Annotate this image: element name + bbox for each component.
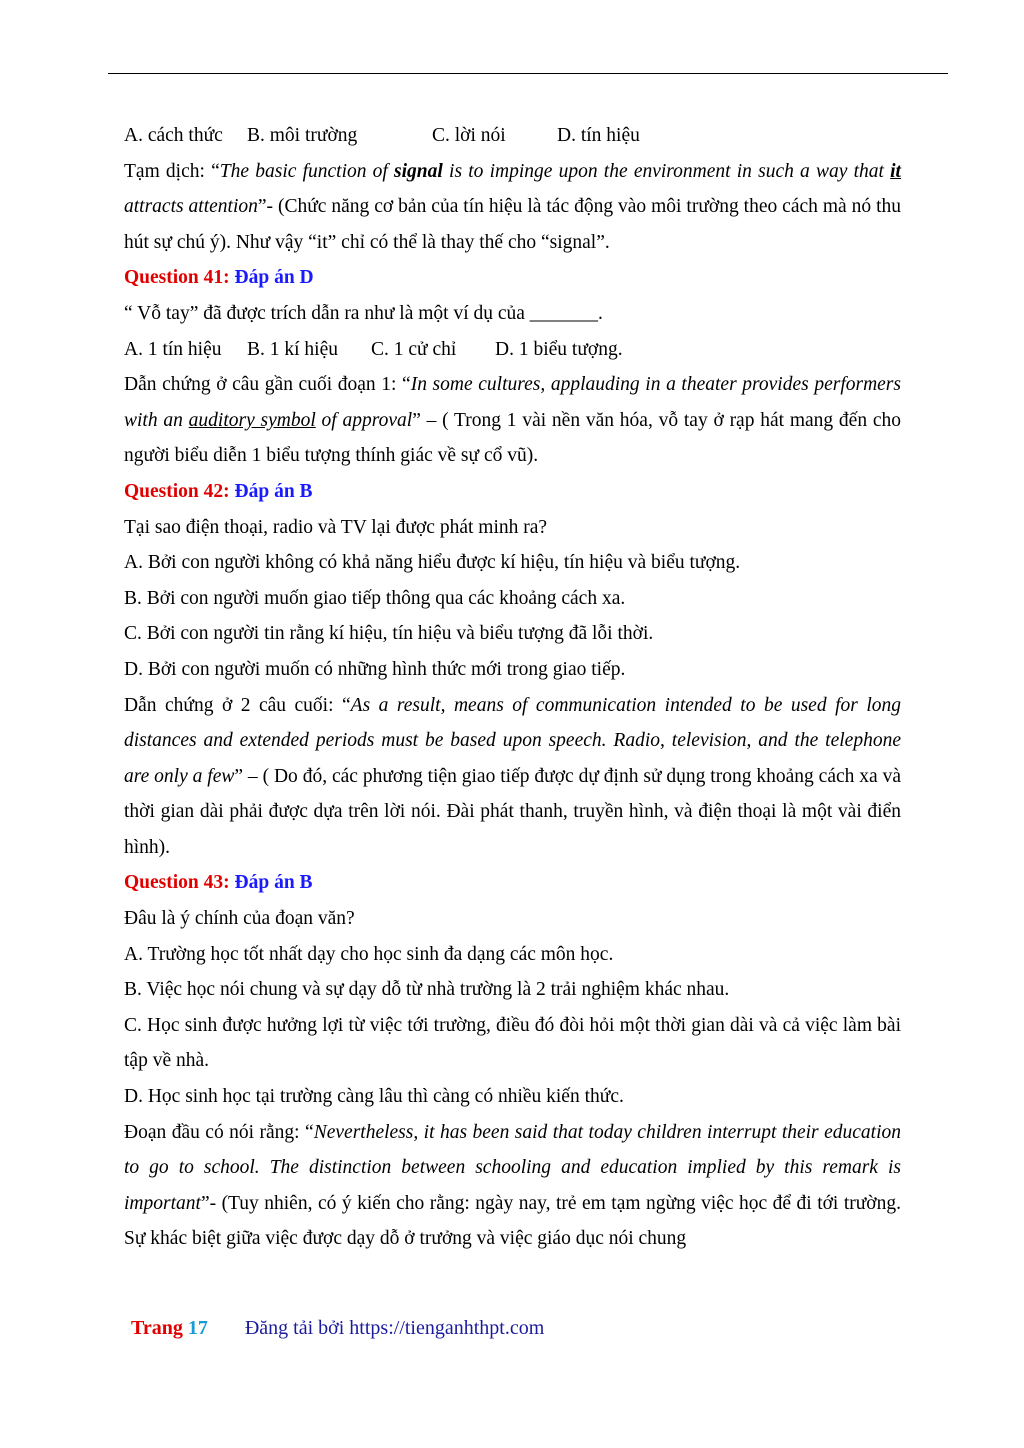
q41-quote-part-2: of approval	[315, 409, 413, 431]
q41-option-a: A. 1 tín hiệu	[124, 338, 222, 360]
q42-evidence	[124, 688, 901, 866]
q43-prompt: Đâu là ý chính của đoạn văn?	[124, 908, 355, 930]
q40-translation	[124, 154, 901, 261]
q43-option-c: C. Học sinh được hưởng lợi từ việc tới trường, điều đó đòi hỏi một thời gian dài và cả việc làm bài tập về nhà.	[124, 1014, 901, 1072]
page-footer	[131, 1313, 544, 1343]
q42-heading	[124, 474, 901, 510]
q42-option-c: C. Bởi con người tin rằng kí hiệu, tín hiệu và biểu tượng đã lỗi thời.	[124, 623, 654, 645]
q41-option-c: C. 1 cử chỉ	[371, 338, 457, 360]
q41-answer: Đáp án D	[234, 267, 314, 289]
q42-answer: Đáp án B	[234, 480, 313, 502]
q43-heading	[124, 865, 901, 901]
q41-heading	[124, 260, 901, 296]
q43-label: Question 43:	[124, 872, 230, 894]
q42-prompt: Tại sao điện thoại, radio và TV lại được phát minh ra?	[124, 516, 548, 538]
q43-evidence-lead: Đoạn đầu có nói rằng: “	[124, 1121, 314, 1143]
q40-quote-part-2: is to impinge upon the environment in such a way that	[442, 160, 891, 182]
q42-option-a: A. Bởi con người không có khả năng hiểu được kí hiệu, tín hiệu và biểu tượng.	[124, 552, 741, 574]
q41-evidence-rest: ” – ( Trong 1 vài nền văn hóa, vỗ tay ở rạp hát mang đến cho người biểu diễn 1 biểu tượng thính giác về sự cổ vũ).	[124, 409, 902, 467]
page-content	[124, 118, 901, 1257]
q42-option-d: D. Bởi con người muốn có những hình thức mới trong giao tiếp.	[124, 658, 626, 680]
q40-quote-it: it	[890, 160, 901, 182]
q42-evidence-lead: Dẫn chứng ở 2 câu cuối: “	[124, 694, 351, 716]
q40-option-c: C. lời nói	[432, 125, 506, 146]
q41-options	[124, 332, 901, 368]
q41-quote-part-1: In some cultures, applauding in a theater provides performers with an	[124, 374, 901, 431]
q43-evidence-rest: ”- (Tuy nhiên, có ý kiến cho rằng: ngày nay, trẻ em tạm ngừng việc học để đi tới trường. Sự khác biệt giữa việc được dạy dỗ ở trưởng và việc giáo dục nói chung	[124, 1192, 901, 1250]
q42-label: Question 42:	[124, 480, 230, 502]
q41-option-b: B. 1 kí hiệu	[247, 338, 338, 360]
q40-option-d: D. tín hiệu	[557, 125, 640, 146]
q42-quote: As a result, means of communication intended to be used for long distances and extended periods must be based upon speech. Radio, television, and the telephone are only a few	[124, 694, 901, 787]
q42-evidence-rest: ” – ( Do đó, các phương tiện giao tiếp được dự định sử dụng trong khoảng cách xa và thời gian dài phải được dựa trên lời nói. Đài phát thanh, truyền hình, và điện thoại là một vài điển hình).	[124, 765, 901, 858]
q41-quote-underlined: auditory symbol	[188, 409, 316, 431]
q40-translation-lead: Tạm dịch: “	[124, 160, 220, 182]
page-number: 17	[187, 1317, 208, 1339]
q41-option-d: D. 1 biểu tượng.	[495, 338, 623, 360]
q40-options	[124, 118, 901, 154]
q40-translation-rest: ”- (Chức năng cơ bản của tín hiệu là tác động vào môi trường theo cách mà nó thu hút sự chú ý). Như vậy “it” chỉ có thể là thay thế cho “signal”.	[124, 196, 901, 253]
q40-option-b: B. môi trường	[247, 125, 358, 146]
q41-label: Question 41:	[124, 267, 230, 289]
q40-option-a: A. cách thức	[124, 125, 223, 146]
q40-quote-part-1: The basic function of	[219, 160, 395, 182]
q40-quote-part-3: attracts attention	[124, 196, 258, 218]
q41-evidence-lead: Dẫn chứng ở câu gần cuối đoạn 1: “	[124, 374, 411, 396]
header-rule	[108, 73, 948, 74]
page-label: Trang	[131, 1317, 183, 1339]
q40-quote-signal: signal	[394, 160, 443, 182]
q43-quote: Nevertheless, it has been said that today children interrupt their education to go to school. The distinction between schooling and education implied by this remark is important	[124, 1121, 901, 1214]
q43-answer: Đáp án B	[234, 872, 313, 894]
q41-prompt: “ Vỗ tay” đã được trích dẫn ra như là một ví dụ của _______.	[124, 302, 603, 324]
q43-option-a: A. Trường học tốt nhất dạy cho học sinh đa dạng các môn học.	[124, 943, 614, 965]
q42-option-b: B. Bởi con người muốn giao tiếp thông qua các khoảng cách xa.	[124, 587, 626, 609]
q43-option-d: D. Học sinh học tại trường càng lâu thì càng có nhiều kiến thức.	[124, 1086, 624, 1108]
q41-evidence	[124, 367, 901, 474]
q43-option-b: B. Việc học nói chung và sự dạy dỗ từ nhà trường là 2 trải nghiệm khác nhau.	[124, 979, 730, 1001]
q43-evidence	[124, 1115, 901, 1257]
footer-byline[interactable]: Đăng tải bởi https://tienganhthpt.com	[244, 1317, 545, 1339]
